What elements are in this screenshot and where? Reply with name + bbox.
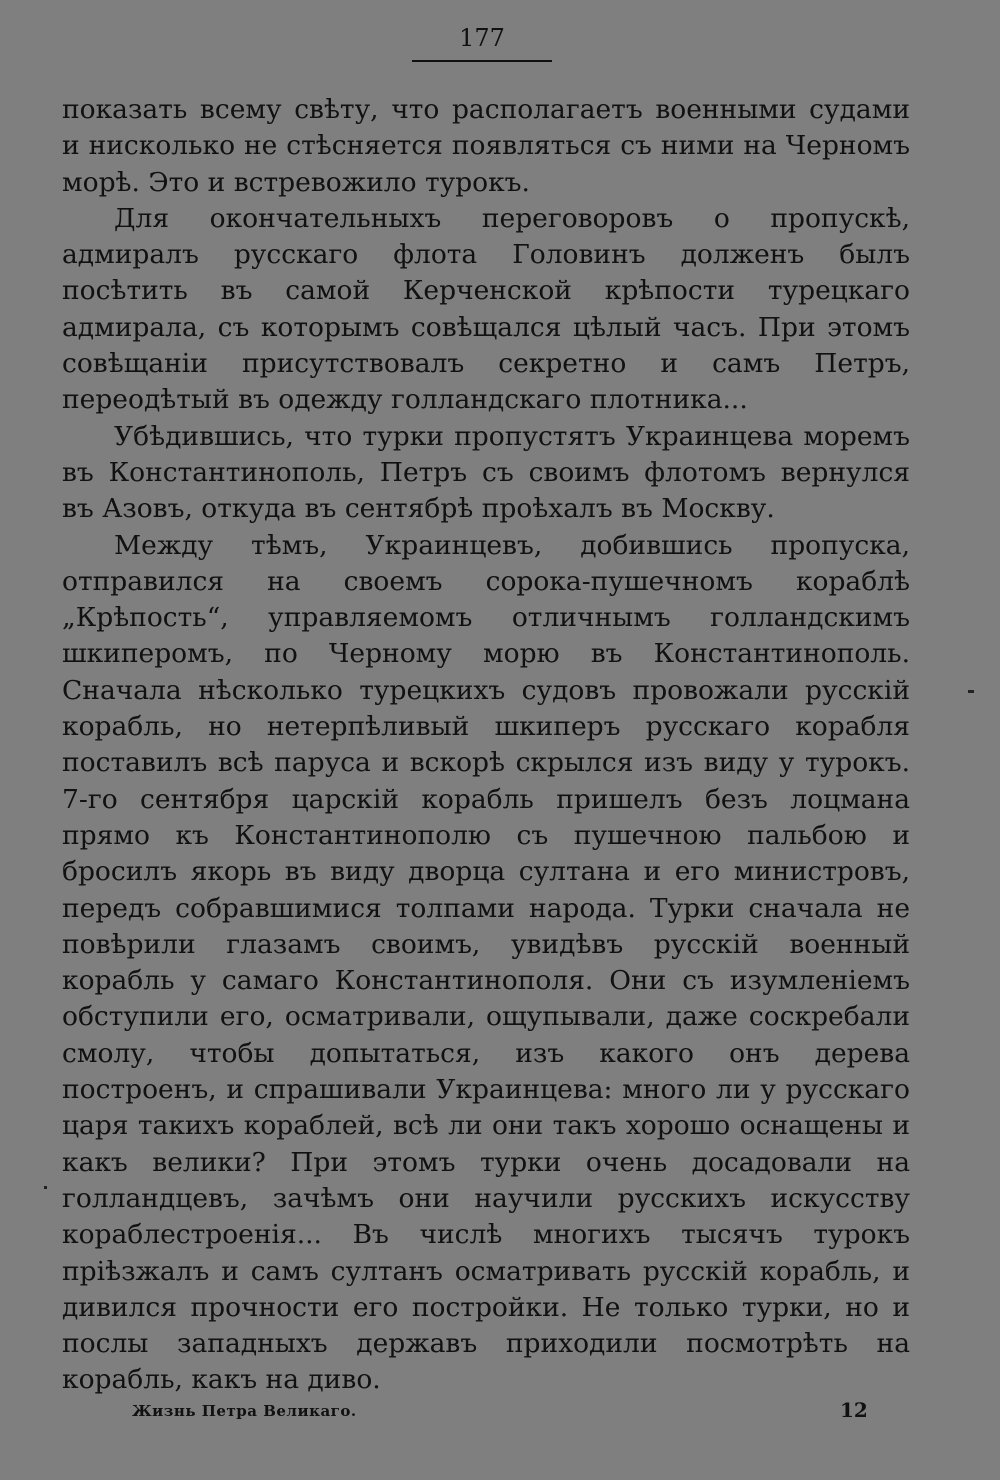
margin-speck xyxy=(44,1186,47,1189)
footer-book-title: Жизнь Петра Великаго. xyxy=(132,1402,357,1420)
header-rule xyxy=(412,60,552,62)
signature-mark: 12 xyxy=(840,1398,868,1422)
paragraph-2: Для окончательныхъ переговоровъ о пропускѣ, адмиралъ русскаго флота Головинъ долженъ былъ посѣтить въ самой Керченской крѣпости турецкаго адмирала, съ которымъ совѣщался цѣлый часъ. При этомъ совѣщанiи присутствовалъ секретно и самъ Петръ, переодѣтый въ одежду голландскаго плотника... xyxy=(62,202,910,416)
page-body xyxy=(62,92,910,1399)
paragraph-1: показать всему свѣту, что располагаетъ военными судами и нисколько не стѣсняется появляться съ ними на Черномъ морѣ. Это и встревожило турокъ. xyxy=(62,94,910,198)
page-number: 177 xyxy=(459,24,505,52)
margin-speck xyxy=(968,690,974,693)
paragraph-4: Между тѣмъ, Украинцевъ, добившись пропуска, отправился на своемъ сорока-пушечномъ кораблѣ „Крѣпость“, управляемомъ отличнымъ голландскимъ шкиперомъ, по Черному морю въ Константинополь. Сначала нѣсколько турецкихъ судовъ провожали русскiй корабль, но нетерпѣливый шкиперъ русскаго корабля поставилъ всѣ паруса и вскорѣ скрылся изъ виду у турокъ. 7-го сентября царскiй корабль пришелъ безъ лоцмана прямо къ Константинополю съ пушечною пальбою и бросилъ якорь въ виду дворца султана и его министровъ, передъ собравшимися толпами народа. Турки сначала не повѣрили глазамъ своимъ, увидѣвъ русскiй военный корабль у самаго Константинополя. Они съ изумленiемъ обступили его, осматривали, ощупывали, даже соскребали смолу, чтобы допытаться, изъ какого онъ дерева построенъ, и спрашивали Украинцева: много ли у русскаго царя такихъ кораблей, всѣ ли они такъ хорошо оснащены и какъ велики? При этомъ турки очень досадовали на голландцевъ, зачѣмъ они научили русскихъ искусству кораблестроенiя... Въ числѣ многихъ тысячъ турокъ прiѣзжалъ и самъ султанъ осматривать русскiй корабль, и дивился прочности его постройки. Не только турки, но и послы западныхъ державъ приходили посмотрѣть на корабль, какъ на диво. xyxy=(62,529,910,1396)
paragraph-3: Убѣдившись, что турки пропустятъ Украинцева моремъ въ Константинополь, Петръ съ своимъ флотомъ вернулся въ Азовъ, откуда въ сентябрѣ проѣхалъ въ Москву. xyxy=(62,420,910,525)
